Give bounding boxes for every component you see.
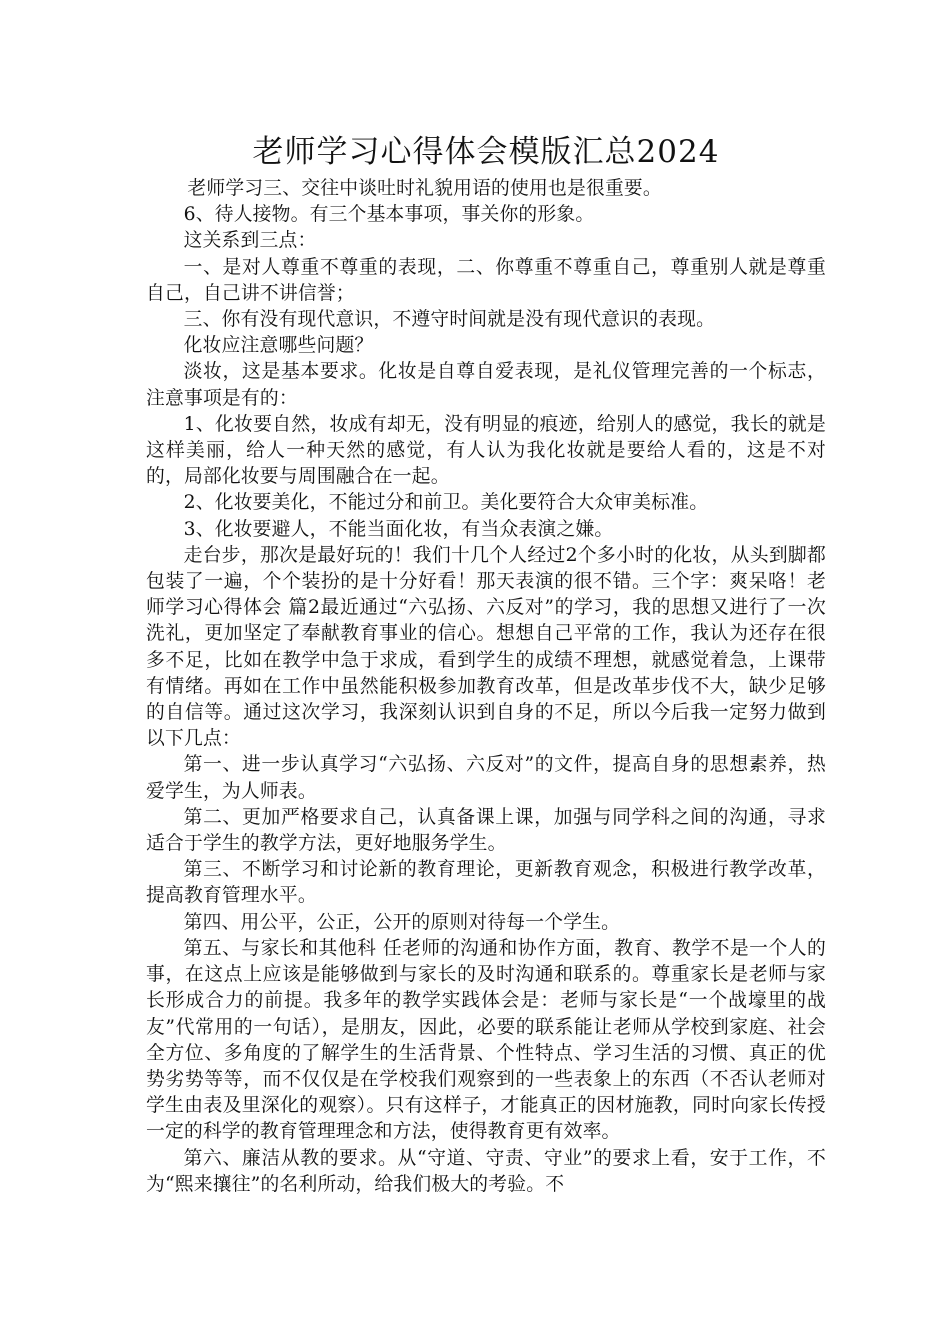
paragraph-4: 一、是对人尊重不尊重的表现，二、你尊重不尊重自己，尊重别人就是尊重自己，自己讲不讲信誉；: [146, 256, 826, 304]
paragraph-1: 老师学习三、交往中谈吐时礼貌用语的使用也是很重要。: [187, 178, 662, 199]
paragraph-14: 第三、不断学习和讨论新的教育理论，更新教育观念，积极进行教学改革，提高教育管理水平。: [146, 859, 826, 907]
paragraph-6: 化妆应注意哪些问题？: [183, 335, 374, 357]
paragraph-8: 1、化妆要自然，妆成有却无，没有明显的痕迹，给别人的感觉，我长的就是这样美丽，给人一种天然的感觉，有人认为我化妆就是要给人看的，这是不对的，局部化妆要与周围融合在一起。: [146, 413, 826, 488]
paragraph-10: 3、化妆要避人，不能当面化妆，有当众表演之嫌。: [183, 518, 614, 540]
paragraph-3: 这关系到三点：: [183, 230, 317, 252]
paragraph-9: 2、化妆要美化，不能过分和前卫。美化要符合大众审美标准。: [183, 492, 709, 514]
paragraph-12: 第一、进一步认真学习“六弘扬、六反对”的文件，提高自身的思想素养，热爱学生，为人师表。: [146, 754, 826, 802]
paragraph-7: 淡妆，这是基本要求。化妆是自尊自爱表现，是礼仪管理完善的一个标志，注意事项是有的：: [146, 361, 826, 409]
document-page: [146, 130, 826, 1198]
paragraph-13: 第二、更加严格要求自己，认真备课上课，加强与同学科之间的沟通，寻求适合于学生的教学方法，更好地服务学生。: [146, 806, 826, 855]
paragraph-11: 走台步，那次是最好玩的！我们十几个人经过2个多小时的化妆，从头到脚都包装了一遍，个个装扮的是十分好看！那天表演的很不错。三个字：爽呆咯！老师学习心得体会 篇2最近通过“六弘扬、六反对”的学习，我的思想又进行了一次洗礼，更加坚定了奉献教育事业的信心。想想自己平常的工作，我认为还存在很多不足，比如在教学中急于求成，看到学生的成绩不理想，就感觉着急，上课带有情绪。再如在工作中虽然能积极参加教育改革，但是改革步伐不大，缺少足够的自信等。通过这次学习，我深刻认识到自身的不足，所以今后我一定努力做到以下几点：: [146, 544, 826, 750]
paragraph-16: 第五、与家长和其他科 任老师的沟通和协作方面，教育、教学不是一个人的事，在这点上应该是能够做到与家长的及时沟通和联系的。尊重家长是老师与家长形成合力的前提。我多年的教学实践体会是：老师与家长是“一个战壕里的战友”代常用的一句话），是朋友，因此，必要的联系能让老师从学校到家庭、社会全方位、多角度的了解学生的生活背景、个性特点、学习生活的习惯、真正的优势劣势等等，而不仅仅是在学校我们观察到的一些表象上的东西（不否认老师对学生由表及里深化的观察）。只有这样子，才能真正的因材施教，同时向家长传授一定的科学的教育管理理念和方法，使得教育更有效率。: [146, 937, 826, 1143]
paragraph-2: 6、待人接物。有三个基本事项，事关你的形象。: [183, 204, 595, 226]
paragraph-15: 第四、用公平，公正，公开的原则对待每一个学生。: [183, 911, 621, 933]
paragraph-5: 三、你有没有现代意识，不遵守时间就是没有现代意识的表现。: [183, 309, 716, 331]
document-title: 老师学习心得体会模版汇总2024: [252, 134, 720, 170]
paragraph-17: 第六、廉洁从教的要求。从“守道、守责、守业”的要求上看，安于工作，不为“熙来攘往”的名利所动，给我们极大的考验。不: [146, 1147, 826, 1195]
